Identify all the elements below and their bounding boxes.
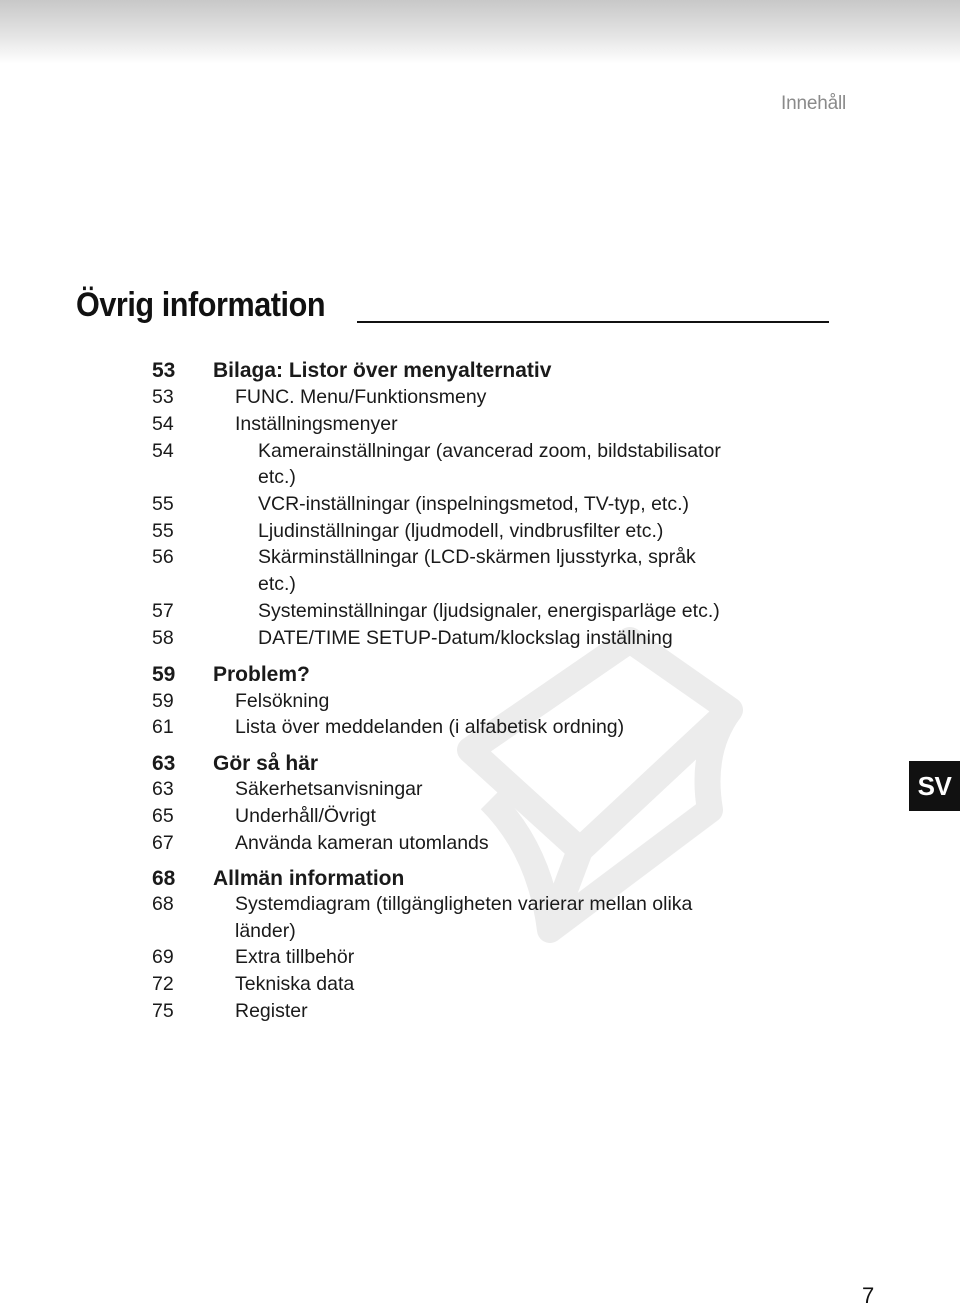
toc-page-number: 54 [152, 440, 174, 462]
toc-page-number: 61 [152, 716, 174, 738]
toc-page-number: 54 [152, 413, 174, 435]
toc-page-number: 53 [152, 359, 176, 382]
toc-page-number: 59 [152, 690, 174, 712]
toc-entry-text: Använda kameran utomlands [235, 832, 489, 854]
toc-entry[interactable] [0, 973, 900, 1001]
toc-page-number: 69 [152, 946, 174, 968]
toc-entry-text: Skärminställningar (LCD-skärmen ljusstyrka, språk [258, 546, 696, 568]
toc-section-heading[interactable] [0, 359, 900, 387]
toc-page-number: 67 [152, 832, 174, 854]
toc-page-number: 53 [152, 386, 174, 408]
toc-entry[interactable] [0, 600, 900, 628]
toc-page-number: 56 [152, 546, 174, 568]
toc-page-number: 72 [152, 973, 174, 995]
toc-entry-text: etc.) [258, 573, 296, 595]
toc-page-number: 65 [152, 805, 174, 827]
toc-page-number: 59 [152, 663, 176, 686]
header-label: Innehåll [781, 93, 846, 114]
toc-page-number: 55 [152, 520, 174, 542]
toc-entry[interactable] [0, 716, 900, 744]
toc-entry[interactable] [0, 893, 900, 921]
toc-entry[interactable] [0, 920, 900, 948]
toc-entry[interactable] [0, 627, 900, 655]
toc-section-heading[interactable] [0, 663, 900, 691]
toc-section-heading[interactable] [0, 752, 900, 780]
toc-entry[interactable] [0, 778, 900, 806]
toc-page-number: 63 [152, 752, 176, 775]
toc-page-number: 58 [152, 627, 174, 649]
toc-page-number: 75 [152, 1000, 174, 1022]
toc-entry[interactable] [0, 546, 900, 574]
toc-page-number: 57 [152, 600, 174, 622]
toc-entry[interactable] [0, 386, 900, 414]
toc-page-number: 68 [152, 893, 174, 915]
toc-entry-text: Systemdiagram (tillgängligheten varierar mellan olika [235, 893, 693, 915]
toc-entry-text: Problem? [213, 663, 310, 686]
toc-entry-text: Felsökning [235, 690, 330, 712]
toc-entry-text: DATE/TIME SETUP-Datum/klockslag inställning [258, 627, 673, 649]
toc-section-heading[interactable] [0, 867, 900, 895]
toc-entry-text: Ljudinställningar (ljudmodell, vindbrusfilter etc.) [258, 520, 664, 542]
toc-entry-text: Inställningsmenyer [235, 413, 398, 435]
toc-page-number: 68 [152, 867, 176, 890]
toc-entry[interactable] [0, 832, 900, 860]
toc-page-number: 55 [152, 493, 174, 515]
toc-entry-text: etc.) [258, 466, 296, 488]
toc-entry-text: Register [235, 1000, 308, 1022]
page-number: 7 [862, 1283, 875, 1308]
toc-entry[interactable] [0, 946, 900, 974]
toc-entry[interactable] [0, 413, 900, 441]
toc-entry-text: Systeminställningar (ljudsignaler, energisparläge etc.) [258, 600, 720, 622]
toc-entry[interactable] [0, 690, 900, 718]
toc-entry[interactable] [0, 493, 900, 521]
toc-page-number: 63 [152, 778, 174, 800]
toc-entry-text: VCR-inställningar (inspelningsmetod, TV-typ, etc.) [258, 493, 689, 515]
toc-entry-text: Lista över meddelanden (i alfabetisk ordning) [235, 716, 625, 738]
toc-entry-text: Gör så här [213, 752, 319, 775]
toc-entry[interactable] [0, 520, 900, 548]
toc-entry[interactable] [0, 466, 900, 494]
toc-entry-text: länder) [235, 920, 296, 942]
toc-entry-text: Säkerhetsanvisningar [235, 778, 423, 800]
toc-entry[interactable] [0, 573, 900, 601]
toc-entry[interactable] [0, 1000, 900, 1028]
toc-entry-text: Tekniska data [235, 973, 355, 995]
toc-entry-text: Kamerainställningar (avancerad zoom, bildstabilisator [258, 440, 721, 462]
toc-entry-text: Bilaga: Listor över menyalternativ [213, 359, 552, 382]
toc-entry-text: Extra tillbehör [235, 946, 355, 968]
toc-entry-text: FUNC. Menu/Funktionsmeny [235, 386, 487, 408]
toc-entry-text: Allmän information [213, 867, 405, 890]
toc-entry[interactable] [0, 440, 900, 468]
toc-entry[interactable] [0, 805, 900, 833]
language-tab[interactable]: SV [909, 761, 960, 811]
section-title: Övrig information [76, 286, 326, 324]
toc-entry-text: Underhåll/Övrigt [235, 805, 376, 827]
